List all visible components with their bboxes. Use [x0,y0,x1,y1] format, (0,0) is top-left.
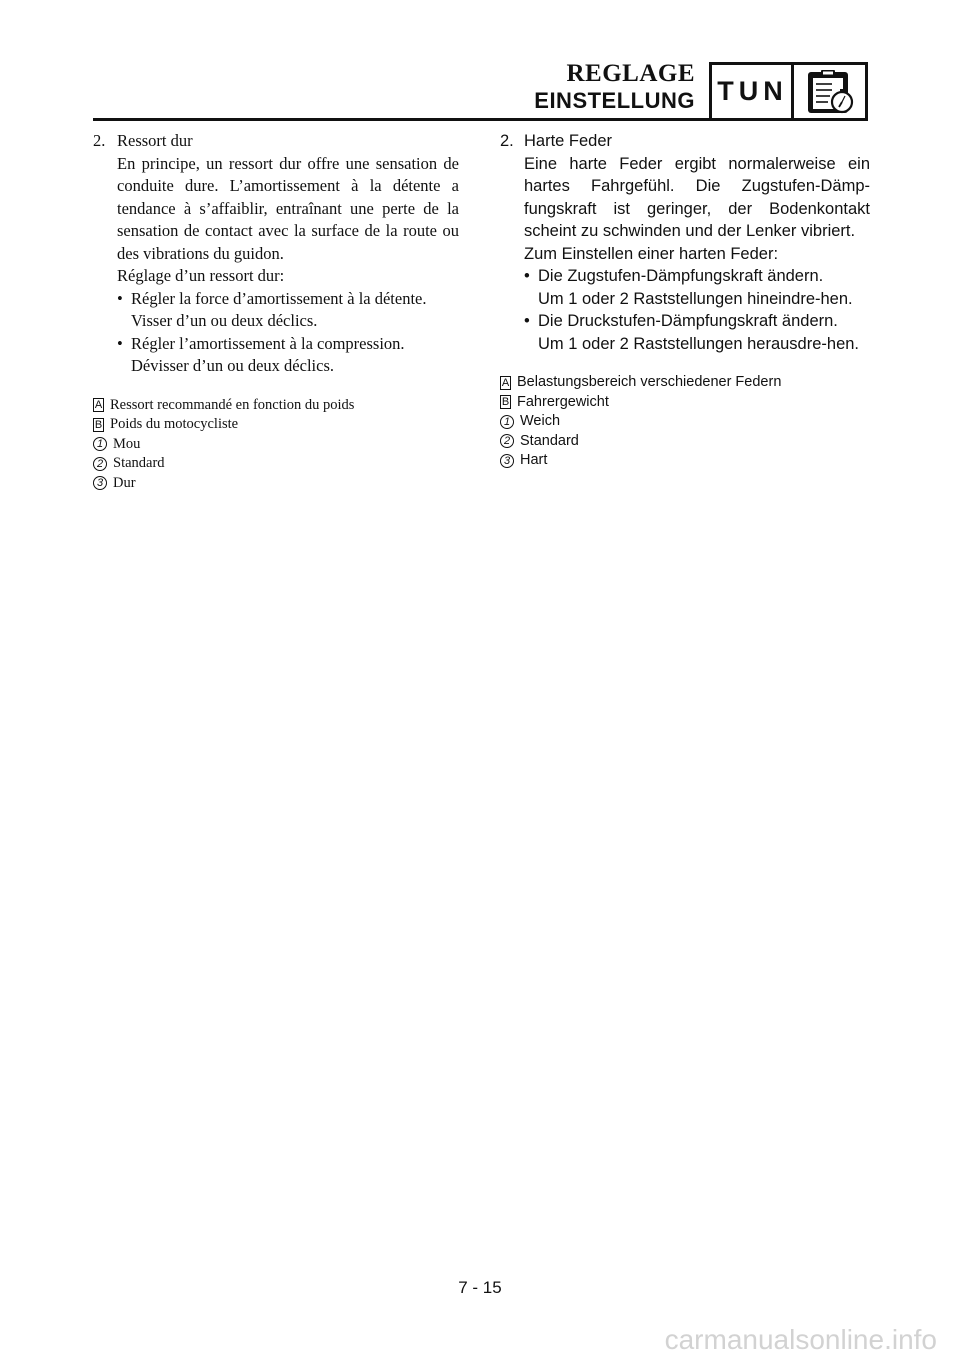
french-bullet-2-line1: Régler l’amortissement à la compression. [131,333,405,353]
legend-row [500,412,870,432]
german-column [500,130,870,471]
legend-text: Weich [520,413,561,429]
german-adjust-intro: Zum Einstellen einer harten Feder: [524,244,779,263]
french-bullet-1 [117,288,459,333]
german-bullet-1-line2: Um 1 oder 2 Raststellungen hineindre-hen. [538,289,853,308]
bullet-dot-icon: • [117,288,123,308]
page-header [0,0,960,130]
legend-text: Mou [113,435,141,452]
german-bullet-2-line2: Um 1 oder 2 Raststellungen herausdre-hen. [538,334,860,353]
legend-row [93,474,459,494]
legend-text: Standard [520,432,579,449]
legend-key-a: A [94,399,103,412]
legend-row [93,435,459,455]
clipboard-stopwatch-icon [791,62,868,121]
french-bullet-2-line2: Dévisser d’un ou deux déclics. [131,356,334,375]
section-title-french: REGLAGE [566,60,695,87]
legend-row [93,396,459,416]
legend-key-b: B [501,396,510,409]
legend-key-b: B [94,418,103,431]
bullet-dot-icon: • [117,333,123,353]
legend-row [500,432,870,452]
german-item-number: 2. [500,132,514,150]
legend-text: Belastungsbereich verschiedener Federn [517,374,782,390]
bullet-dot-icon: • [524,267,530,285]
legend-key-2: 2 [500,434,514,448]
legend-text: Standard [113,455,165,471]
french-legend [93,396,459,494]
german-item-title: Harte Feder [524,132,613,150]
legend-row [500,393,870,413]
section-title-german: EINSTELLUNG [534,88,695,113]
legend-text: Hart [520,452,548,468]
german-bullet-2-line1: Die Druckstufen-Dämpfungskraft ändern. [538,312,838,330]
legend-row [93,454,459,474]
french-bullet-1-line1: Régler la force d’amortissement à la détente. [131,288,427,308]
legend-key-1: 1 [93,437,107,451]
legend-key-1: 1 [500,415,514,429]
german-legend [500,373,870,471]
header-rule [93,118,710,121]
page-number: 7 - 15 [458,1278,502,1297]
german-bullet-1-line1: Die Zugstufen-Dämpfungskraft ändern. [538,267,824,285]
french-item-number: 2. [93,131,106,150]
french-column [93,130,459,493]
legend-text: Ressort recommandé en fonction du poids [110,396,355,413]
legend-row [500,373,870,393]
french-item-title: Ressort dur [117,131,193,150]
watermark: carmanualsonline.info [664,1324,937,1355]
legend-key-3: 3 [500,454,514,468]
french-bullet-1-line2: Visser d’un ou deux déclics. [131,311,318,330]
legend-key-a: A [501,376,510,389]
french-bullet-2 [117,333,459,378]
german-bullet-2 [524,310,870,355]
german-paragraph: Eine harte Feder ergibt normalerweise ein hartes Fahrgefühl. Die Zugstufen-Dämp-fungskraft ist geringer, der Bodenkontakt scheint zu schwinden und der Lenker vibriert. [524,154,870,240]
legend-key-3: 3 [93,476,107,490]
section-code-badge: TUN [709,62,793,121]
german-bullet-1 [524,265,870,310]
bullet-dot-icon: • [524,312,530,330]
german-item-2 [500,130,870,355]
french-item-2 [93,130,459,378]
legend-row [93,415,459,435]
legend-text: Poids du motocycliste [110,416,239,432]
french-paragraph: En principe, un ressort dur offre une sensation de conduite dure. L’amortissement à la détente a tendance à s’affaiblir, entraînant une perte de la sensation de contact avec la surface de la route ou des vibrations du guidon. [117,153,459,263]
legend-row [500,451,870,471]
legend-key-2: 2 [93,457,107,471]
legend-text: Fahrergewicht [517,393,609,410]
french-adjust-intro: Réglage d’un ressort dur: [117,266,285,285]
legend-text: Dur [113,474,136,491]
